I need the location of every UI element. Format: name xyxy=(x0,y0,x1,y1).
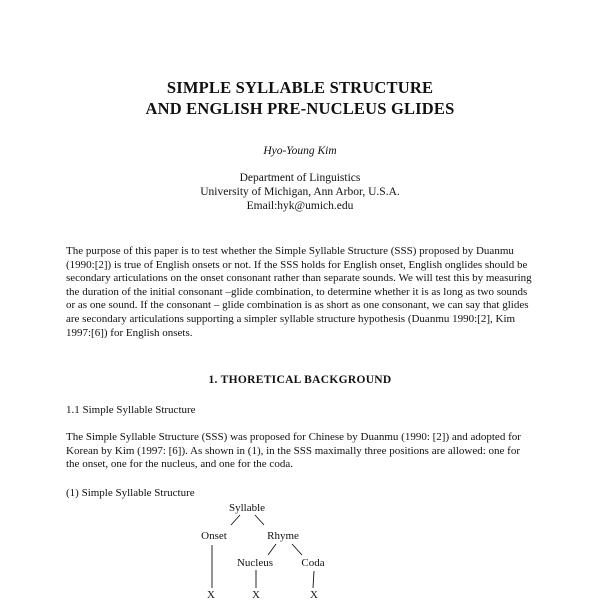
author-email: Email:hyk@umich.edu xyxy=(246,200,354,212)
tree-node-rhyme: Rhyme xyxy=(267,530,299,542)
subsection-heading: 1.1 Simple Syllable Structure xyxy=(66,404,196,416)
paper-title-line-2: AND ENGLISH PRE-NUCLEUS GLIDES xyxy=(145,99,455,118)
tree-branch-rhyme-coda xyxy=(292,544,302,555)
tree-branch-rhyme-nucleus xyxy=(268,544,276,555)
author-name: Hyo-Young Kim xyxy=(263,145,337,157)
example-label: (1) Simple Syllable Structure xyxy=(66,487,195,499)
paper-title-line-1: SIMPLE SYLLABLE STRUCTURE xyxy=(166,78,434,97)
tree-node-syllable: Syllable xyxy=(228,502,266,514)
affiliation-university: University of Michigan, Ann Arbor, U.S.A. xyxy=(200,186,400,198)
tree-leaf-x-3: X xyxy=(310,589,318,600)
tree-node-nucleus: Nucleus xyxy=(236,557,274,569)
tree-leaf-x-1: X xyxy=(207,589,215,600)
body-paragraph: The Simple Syllable Structure (SSS) was proposed for Chinese by Duanmu (1990: [2]) and adopted for Korean by Kim (1997: [6]). As shown in (1), in the SSS maximally three positions are allowed: one for the onset, one for the nucleus, and one for the coda. xyxy=(66,431,521,471)
tree-branch-syllable-rhyme xyxy=(255,515,264,525)
tree-node-coda: Coda xyxy=(301,557,325,569)
tree-branch-coda-x xyxy=(313,571,314,588)
affiliation-department: Department of Linguistics xyxy=(239,172,361,184)
abstract-paragraph: The purpose of this paper is to test whether the Simple Syllable Structure (SSS) proposed by Duanmu (1990:[2]) is true of English onsets or not. If the SSS holds for English onset, English onglides should be secondary articulations on the onset consonant rather than separate sounds. We will test this by measuring the duration of the initial consonant –glide combination, to determine whether it is as long as two sounds or as one sound. If the consonant – glide combination is as short as one consonant, we can say that glides are secondary articulations supporting a simpler syllable structure hypothesis (Duanmu 1990:[2], Kim 1997:[6]) for English onsets. xyxy=(66,245,532,339)
tree-node-onset: Onset xyxy=(201,530,227,542)
tree-branch-syllable-onset xyxy=(231,515,240,525)
section-heading: 1. THORETICAL BACKGROUND xyxy=(208,374,392,386)
tree-leaf-x-2: X xyxy=(252,589,260,600)
